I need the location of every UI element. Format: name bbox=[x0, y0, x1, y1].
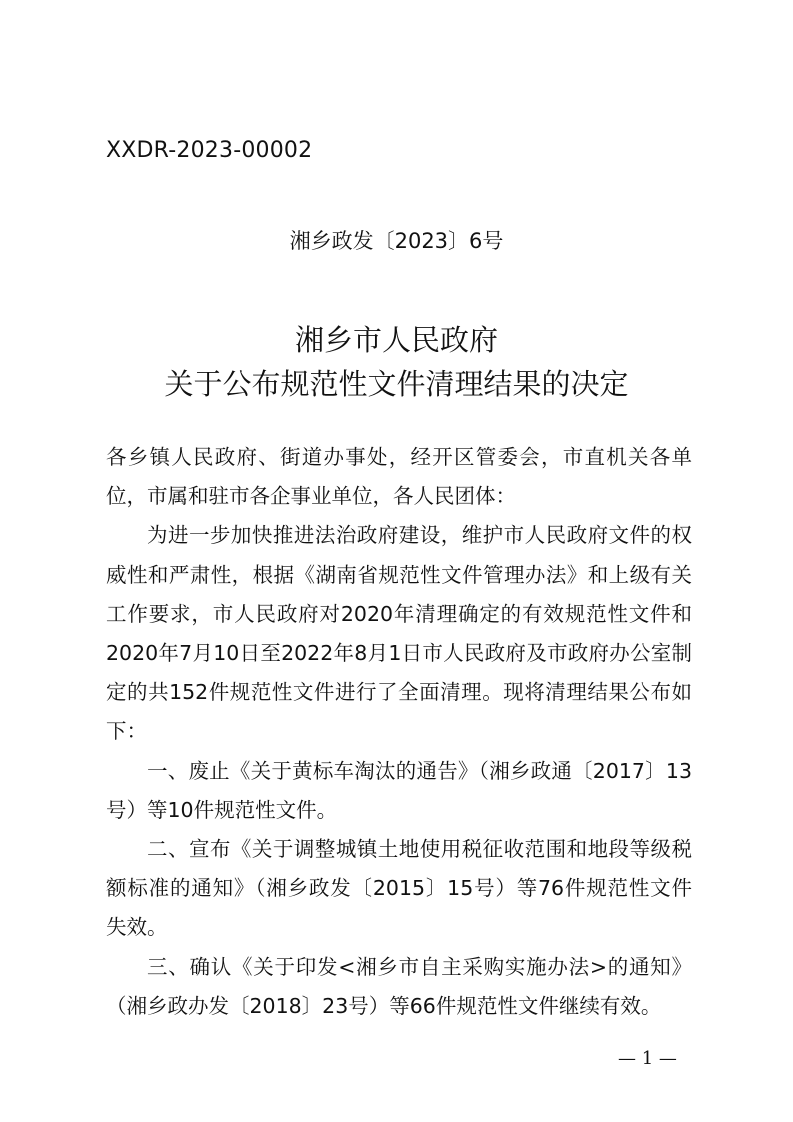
document-body bbox=[106, 438, 692, 1026]
document-number: 湘乡政发〔2023〕6号 bbox=[289, 229, 504, 253]
paragraph-item-3: 三、确认《关于印发<湘乡市自主采购实施办法>的通知》（湘乡政办发〔2018〕23号）等66件规范性文件继续有效。 bbox=[106, 954, 692, 1018]
paragraph-item-2: 二、宣布《关于调整城镇土地使用税征收范围和地段等级税额标准的通知》（湘乡政发〔2015〕15号）等76件规范性文件失效。 bbox=[106, 837, 692, 940]
addressee: 各乡镇人民政府、街道办事处，经开区管委会，市直机关各单位，市属和驻市各企事业单位，各人民团体： bbox=[106, 445, 692, 509]
document-code: XXDR-2023-00002 bbox=[106, 138, 313, 163]
paragraph-intro: 为进一步加快推进法治政府建设，维护市人民政府文件的权威性和严肃性，根据《湖南省规范性文件管理办法》和上级有关工作要求，市人民政府对2020年清理确定的有效规范性文件和2020年7月10日至2022年8月1日市人民政府及市政府办公室制定的共152件规范性文件进行了全面清理。现将清理结果公布如下： bbox=[106, 523, 692, 744]
document-title bbox=[0, 318, 793, 406]
title-line-1: 湘乡市人民政府 bbox=[294, 323, 498, 357]
title-line-2: 关于公布规范性文件清理结果的决定 bbox=[164, 367, 629, 401]
paragraph-item-1: 一、废止《关于黄标车淘汰的通告》（湘乡政通〔2017〕13号）等10件规范性文件。 bbox=[106, 758, 692, 822]
page-number: — 1 — bbox=[618, 1048, 677, 1069]
